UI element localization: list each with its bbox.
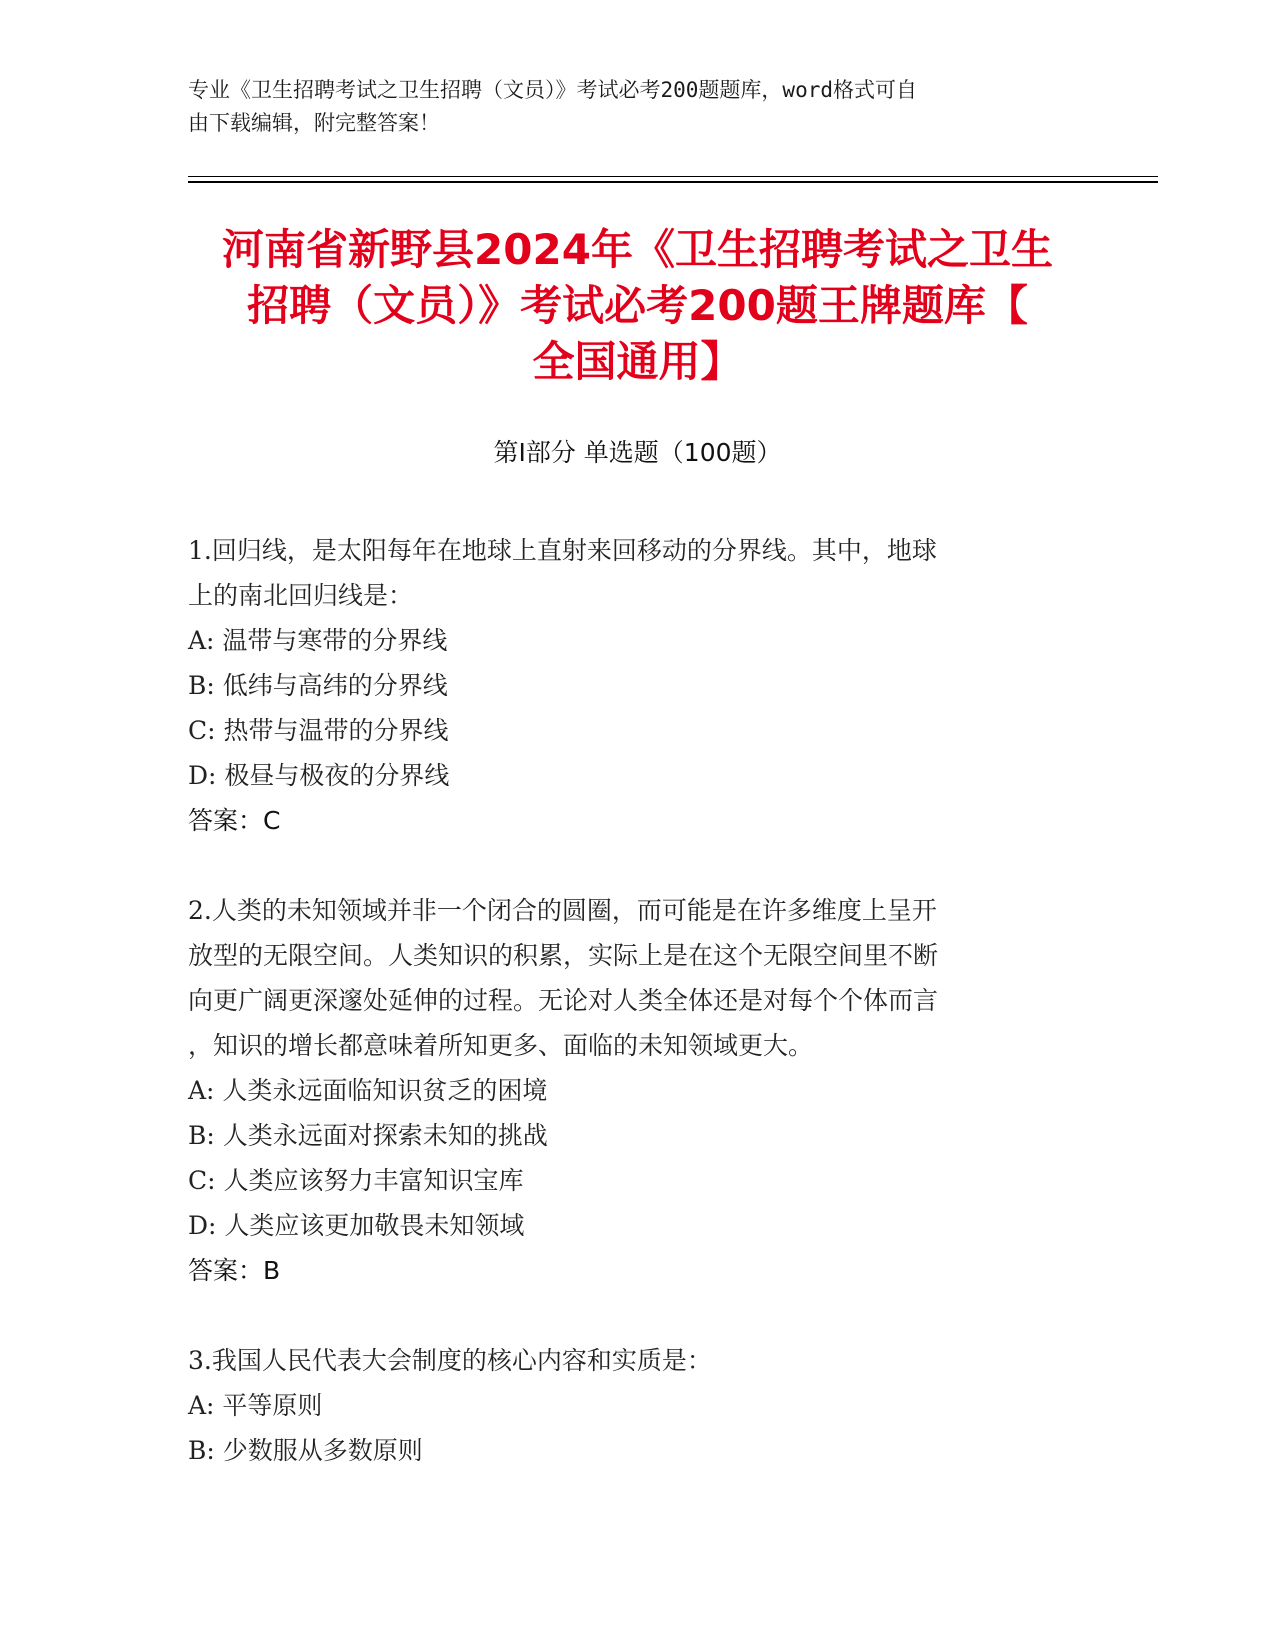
option-a: A: 人类永远面临知识贫乏的困境: [188, 1076, 548, 1105]
header-divider-thin: [188, 176, 1158, 177]
option-a: A: 平等原则: [188, 1391, 323, 1420]
option-d: D: 极昼与极夜的分界线: [188, 761, 450, 790]
question-block: [188, 1338, 1068, 1473]
document-title: [180, 222, 1095, 390]
question-stem: [188, 528, 1068, 618]
question-stem-line: 1.回归线，是太阳每年在地球上直射来回移动的分界线。其中，地球: [188, 536, 937, 565]
question-stem: [188, 1338, 1068, 1383]
option-d: D: 人类应该更加敬畏未知领域: [188, 1211, 525, 1240]
question-stem-line: ，知识的增长都意味着所知更多、面临的未知领域更大。: [188, 1031, 814, 1060]
question-list: [188, 528, 1068, 1518]
header-divider-thick: [188, 181, 1158, 183]
question-stem-line: 上的南北回归线是：: [188, 581, 414, 610]
header-note: [188, 74, 1068, 140]
header-note-line: 专业《卫生招聘考试之卫生招聘（文员）》考试必考200题题库，word格式可自: [188, 78, 917, 102]
question-stem-line: 2.人类的未知领域并非一个闭合的圆圈，而可能是在许多维度上呈开: [188, 896, 937, 925]
option-b: B: 低纬与高纬的分界线: [188, 671, 448, 700]
question-stem: [188, 888, 1068, 1068]
option-a: A: 温带与寒带的分界线: [188, 626, 448, 655]
section-heading: 第Ⅰ部分 单选题（100题）: [493, 438, 782, 467]
option-c: C: 热带与温带的分界线: [188, 716, 449, 745]
question-stem-line: 3.我国人民代表大会制度的核心内容和实质是：: [188, 1346, 712, 1375]
answer: 答案：B: [188, 1256, 281, 1285]
question-stem-line: 向更广阔更深邃处延伸的过程。无论对人类全体还是对每个个体而言: [188, 986, 939, 1015]
title-line: 招聘（文员）》考试必考200题王牌题库【: [247, 281, 1028, 330]
question-stem-line: 放型的无限空间。人类知识的积累，实际上是在这个无限空间里不断: [188, 941, 939, 970]
option-b: B: 少数服从多数原则: [188, 1436, 423, 1465]
answer: 答案：C: [188, 806, 281, 835]
title-line: 河南省新野县2024年《卫生招聘考试之卫生: [222, 225, 1053, 274]
option-c: C: 人类应该努力丰富知识宝库: [188, 1166, 524, 1195]
header-note-line: 由下载编辑，附完整答案！: [188, 111, 440, 135]
option-b: B: 人类永远面对探索未知的挑战: [188, 1121, 548, 1150]
question-block: [188, 528, 1068, 843]
title-line: 全国通用】: [532, 337, 743, 386]
question-block: [188, 888, 1068, 1293]
